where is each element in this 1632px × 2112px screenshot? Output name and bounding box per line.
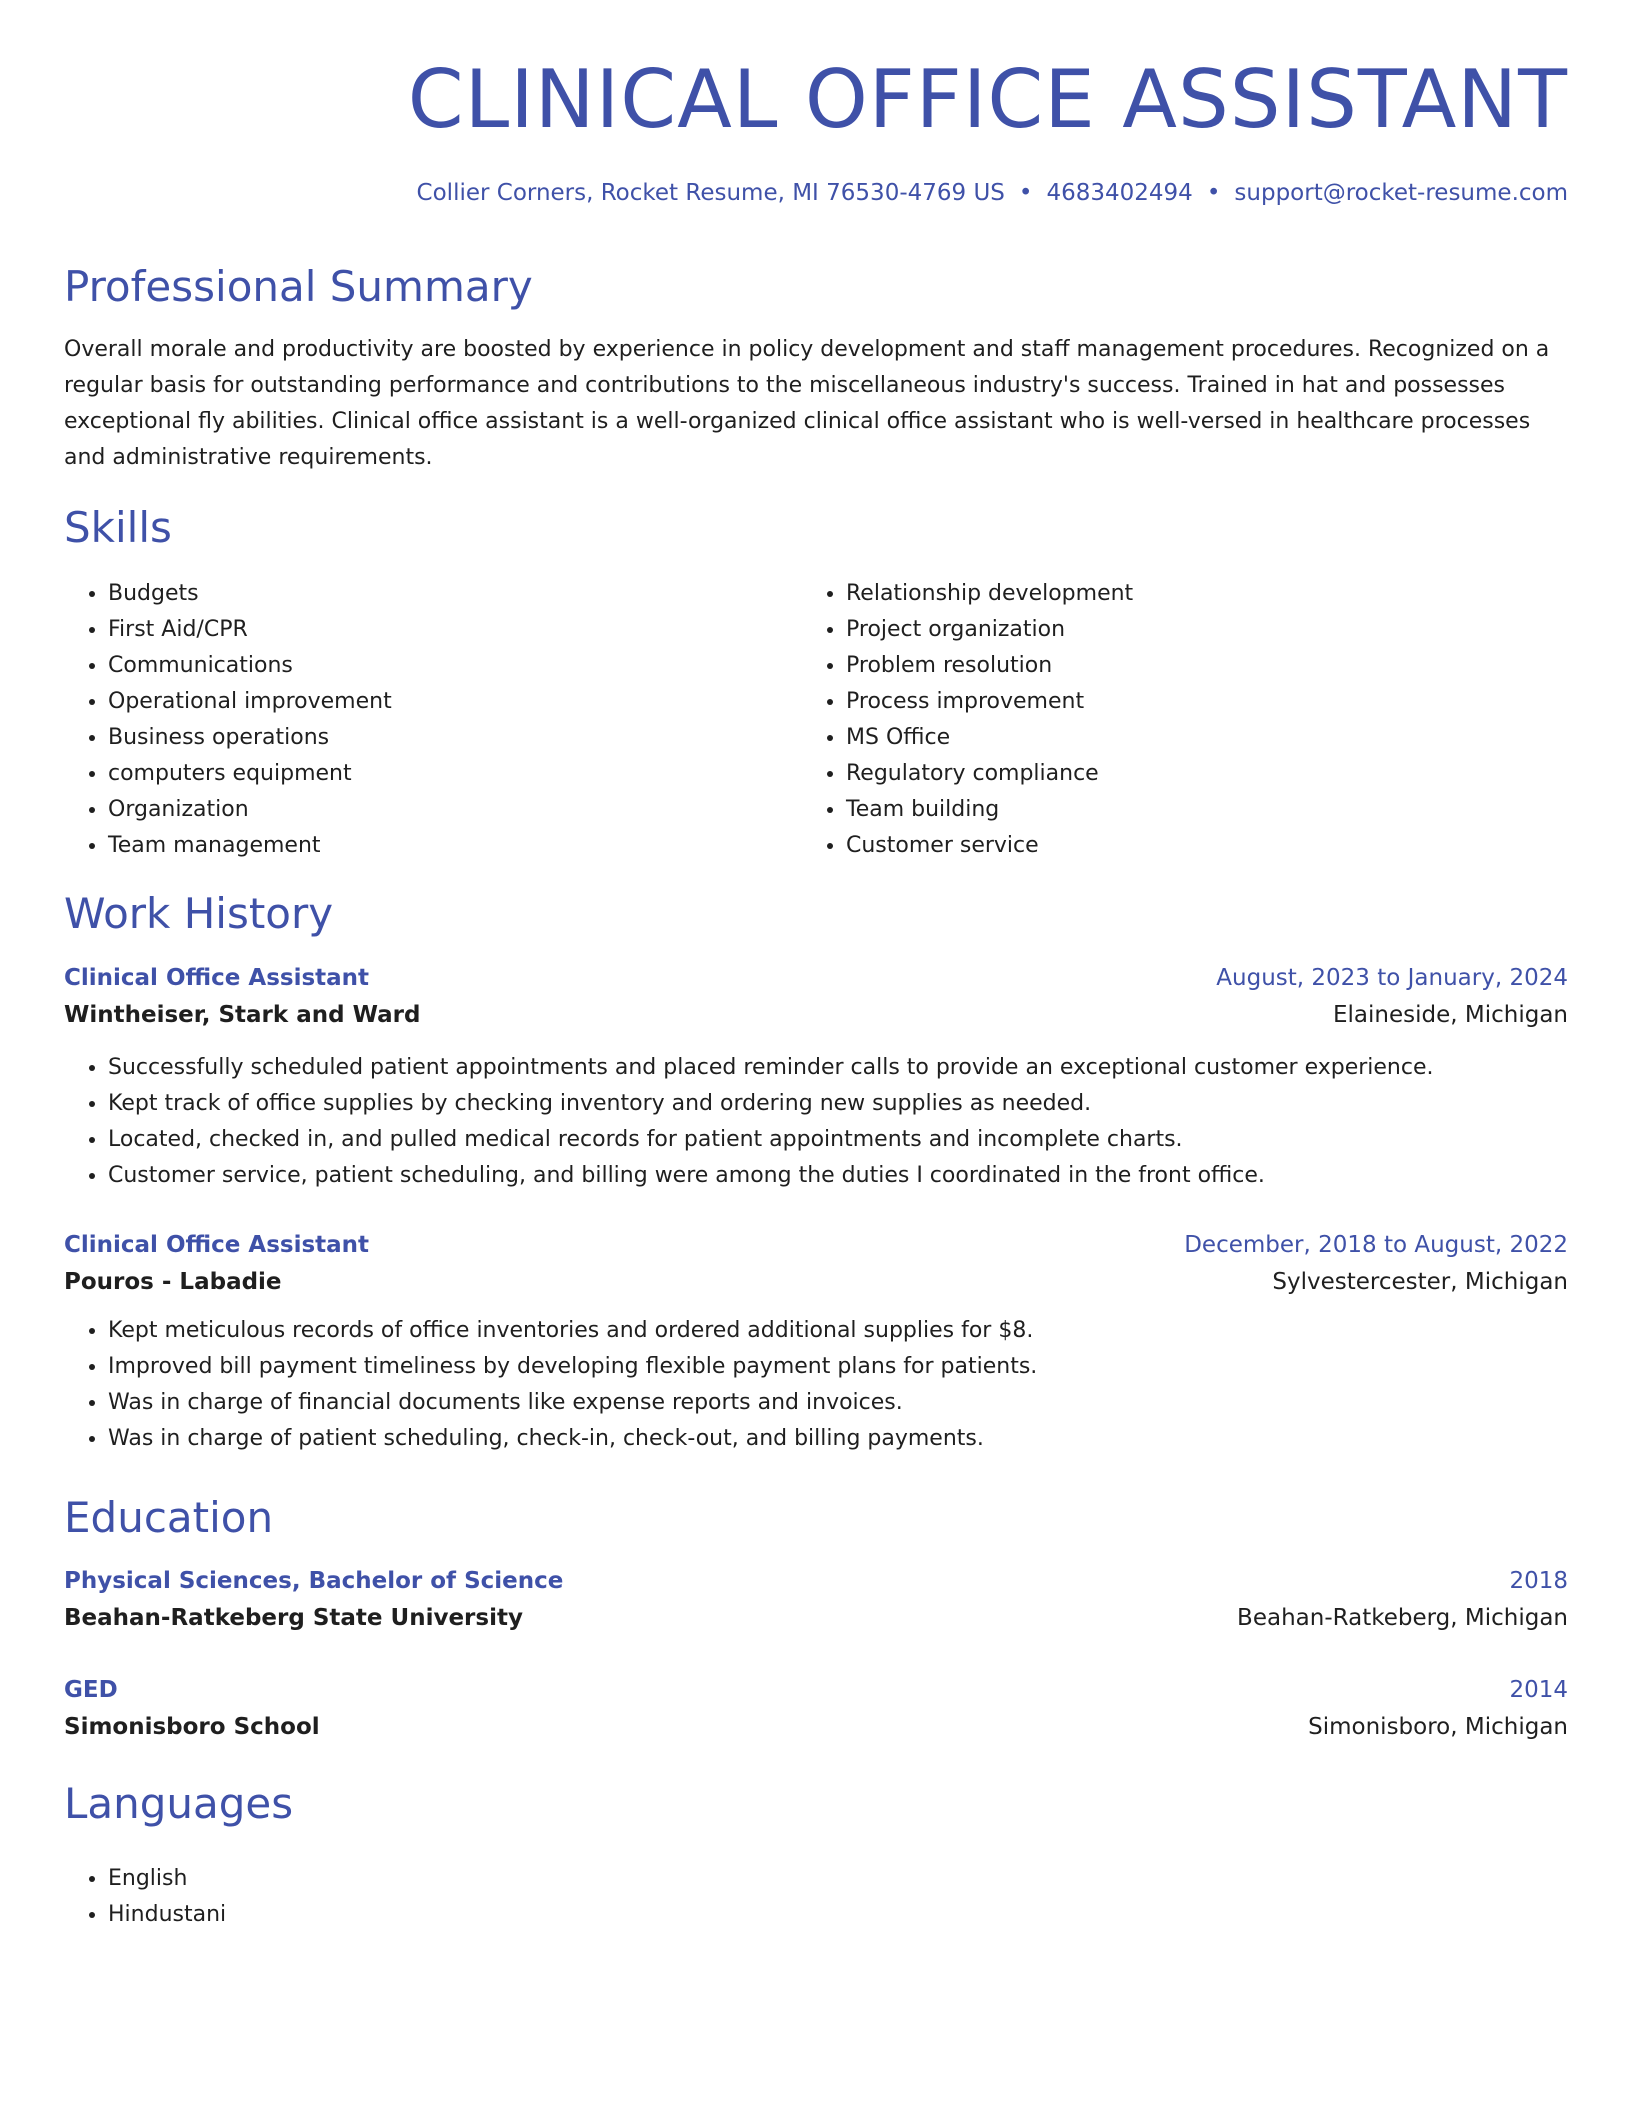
skill-item: • Team building: [846, 792, 1568, 828]
education-location: Simonisboro, Michigan: [1308, 1714, 1568, 1740]
education-school: Beahan-Ratkeberg State University: [64, 1605, 523, 1631]
language-item: • Hindustani: [108, 1897, 1568, 1933]
section-title-skills: Skills: [64, 503, 172, 552]
skill-item: • MS Office: [846, 720, 1568, 756]
skill-item: • Team management: [108, 828, 802, 864]
job-bullet: • Located, checked in, and pulled medical records for patient appointments and incomplete charts.: [108, 1122, 1568, 1158]
job-bullet: • Customer service, patient scheduling, and billing were among the duties I coordinated in the front office.: [108, 1158, 1568, 1194]
contact-line: [417, 178, 1568, 208]
skill-item: • Problem resolution: [846, 648, 1568, 684]
education-degree: GED: [64, 1677, 118, 1703]
job-bullet: • Was in charge of financial documents like expense reports and invoices.: [108, 1385, 1568, 1421]
job-location: Elaineside, Michigan: [1333, 1002, 1568, 1028]
skill-item: • computers equipment: [108, 756, 802, 792]
job-dates: August, 2023 to January, 2024: [1216, 965, 1568, 991]
skill-item: • Customer service: [846, 828, 1568, 864]
language-item: • English: [108, 1861, 1568, 1897]
education-degree: Physical Sciences, Bachelor of Science: [64, 1568, 564, 1594]
skill-item: • Regulatory compliance: [846, 756, 1568, 792]
job-location: Sylvestercester, Michigan: [1272, 1269, 1568, 1295]
contact-address: Collier Corners, Rocket Resume, MI 76530-4769 US: [416, 180, 1005, 206]
skill-item: • Budgets: [108, 576, 802, 612]
section-title-languages: Languages: [64, 1779, 294, 1828]
skills-list: [64, 576, 1568, 864]
job-bullet: • Successfully scheduled patient appointments and placed reminder calls to provide an exceptional customer experience.: [108, 1050, 1568, 1086]
job-title: Clinical Office Assistant: [64, 965, 370, 991]
skills-column-left: [64, 576, 802, 864]
education-year: 2014: [1509, 1677, 1568, 1703]
skills-column-right: [802, 576, 1568, 864]
job-company: Wintheiser, Stark and Ward: [64, 1002, 421, 1028]
skill-item: • First Aid/CPR: [108, 612, 802, 648]
skill-item: • Process improvement: [846, 684, 1568, 720]
section-title-summary: Professional Summary: [64, 262, 533, 311]
skill-item: • Business operations: [108, 720, 802, 756]
contact-email: support@rocket-resume.com: [1234, 180, 1568, 206]
job-bullet: • Kept track of office supplies by checking inventory and ordering new supplies as needed.: [108, 1086, 1568, 1122]
skill-item: • Organization: [108, 792, 802, 828]
education-entry: [64, 1672, 1568, 1746]
education-year: 2018: [1509, 1568, 1568, 1594]
languages-list: [64, 1847, 1568, 1933]
education-school: Simonisboro School: [64, 1714, 320, 1740]
job-bullet: • Kept meticulous records of office inventories and ordered additional supplies for $8.: [108, 1313, 1568, 1349]
section-title-work-history: Work History: [64, 889, 334, 938]
resume-name: CLINICAL OFFICE ASSISTANT: [407, 53, 1568, 146]
section-title-education: Education: [64, 1493, 274, 1542]
job-title: Clinical Office Assistant: [64, 1232, 370, 1258]
education-entry: [64, 1563, 1568, 1637]
summary-text: Overall morale and productivity are boosted by experience in policy development and staff management procedures. Recognized on a regular basis for outstanding performance and contributions to the miscellaneous industry's success. Trained in hat and possesses exceptional fly abilities. Clinical office assistant is a well-organized clinical office assistant who is well-versed in healthcare processes and administrative requirements.: [64, 337, 1550, 470]
skill-item: • Project organization: [846, 612, 1568, 648]
work-entry: [64, 1227, 1568, 1457]
contact-phone: 4683402494: [1046, 180, 1193, 206]
job-dates: December, 2018 to August, 2022: [1184, 1232, 1568, 1258]
job-bullet: • Improved bill payment timeliness by developing flexible payment plans for patients.: [108, 1349, 1568, 1385]
job-company: Pouros - Labadie: [64, 1269, 282, 1295]
contact-separator: •: [1206, 180, 1221, 206]
skill-item: • Operational improvement: [108, 684, 802, 720]
job-bullet: • Was in charge of patient scheduling, check-in, check-out, and billing payments.: [108, 1421, 1568, 1457]
skill-item: • Relationship development: [846, 576, 1568, 612]
skill-item: • Communications: [108, 648, 802, 684]
education-location: Beahan-Ratkeberg, Michigan: [1237, 1605, 1568, 1631]
work-entry: [64, 960, 1568, 1194]
contact-separator: •: [1018, 180, 1033, 206]
